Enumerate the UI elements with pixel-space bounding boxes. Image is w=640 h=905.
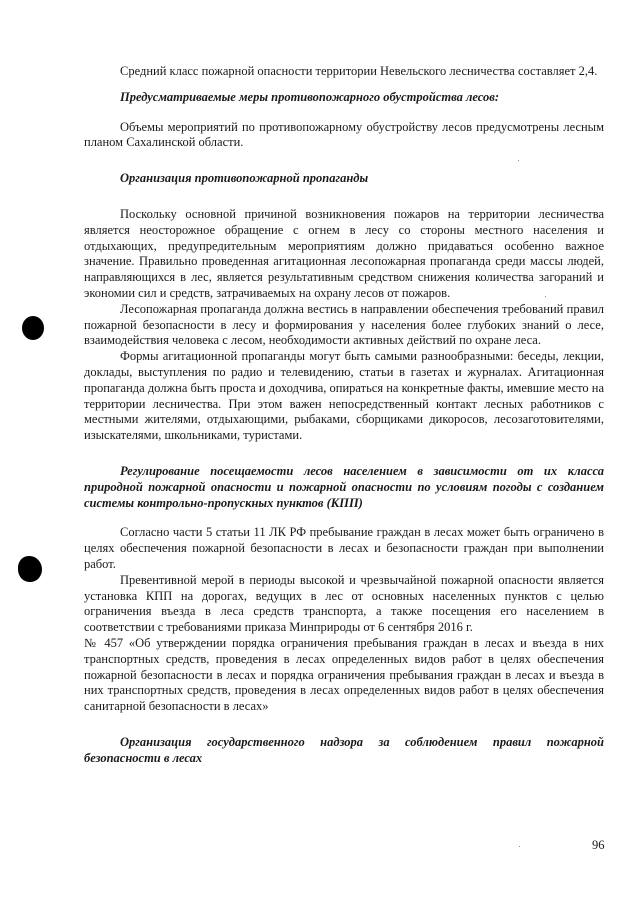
heading-state-supervision: Организация государственного надзора за соблюдением правил пожарной безопасности в лесах <box>84 734 604 765</box>
paragraph-order-457: № 457 «Об утверждении порядка ограничения пребывания граждан в лесах и въезда в них транспортных средств, проведения в лесах определенных видов работ в целях обеспечения пожарной безопасности в лесах и порядка ограничения пребывания граждан в лесах и въезда в них транспортных средств, проведения в лесах определенных видов работ в целях обеспечения санитарной безопасности в лесах» <box>84 635 604 714</box>
page-number: 96 <box>592 838 605 852</box>
paragraph-propaganda-direction: Лесопожарная пропаганда должна вестись в направлении обеспечения требований правил пожарной безопасности в лесу и формирования у населения более глубоких знаний о лесе, взаимодействия человека с лесом, необходимости активных действий по охране леса. <box>84 301 604 348</box>
punch-hole-bottom <box>18 556 42 582</box>
heading-attendance-regulation: Регулирование посещаемости лесов населением в зависимости от их класса природной пожарной опасности и пожарной опасности по условиям погоды с созданием системы контрольно-пропускных пунктов (КПП) <box>84 463 604 510</box>
paragraph-propaganda-forms: Формы агитационной пропаганды могут быть самыми разнообразными: беседы, лекции, доклады, выступления по радио и телевидению, статьи в газетах и журналах. Агитационная пропаганда должна быть проста и доходчива, опираться на конкретные факты, имевшие место на территории лесничества. При этом важен непосредственный контакт лесных работников с местными жителями, отдыхающими, рыбаками, сборщиками дикоросов, лесозаготовителями, изыскателями, школьниками, туристами. <box>84 349 604 443</box>
document-page <box>84 64 604 766</box>
punch-hole-top <box>22 316 44 340</box>
paragraph-fire-class: Средний класс пожарной опасности территории Невельского лесничества составляет 2,4. <box>120 64 598 78</box>
heading-propaganda: Организация противопожарной пропаганды <box>120 171 369 186</box>
paragraph-measures-volume: Объемы мероприятий по противопожарному обустройству лесов предусмотрены лесным планом Сахалинской области. <box>84 119 604 150</box>
speck <box>519 846 520 847</box>
heading-fire-measures: Предусматриваемые меры противопожарного обустройства лесов: <box>120 89 500 104</box>
paragraph-stay-limit: Согласно части 5 статьи 11 ЛК РФ пребывание граждан в лесах может быть ограничено в целях обеспечения пожарной безопасности в лесах и безопасности граждан при выполнении работ. <box>84 525 604 571</box>
paragraph-checkpoints: Превентивной мерой в периоды высокой и чрезвычайной пожарной опасности является установка КПП на дорогах, ведущих в лес от основных населенных пунктов с целью ограничения въезда в леса средств транспорта, а также посещения его населением в соответствии с требованиями приказа Минприроды от 6 сентября 2016 г. <box>84 572 604 635</box>
paragraph-propaganda-reason: Поскольку основной причиной возникновения пожаров на территории лесничества является неосторожное обращение с огнем в лесу со стороны местного населения и отдыхающих, предупредительным мероприятиям должно придаваться особенно важное значение. Правильно проведенная агитационная лесопожарная пропаганда среди массы людей, направляющихся в лес, является результативным средством снижения количества загораний и экономии сил и средств, затрачиваемых на охрану лесов от пожаров. <box>84 206 604 300</box>
